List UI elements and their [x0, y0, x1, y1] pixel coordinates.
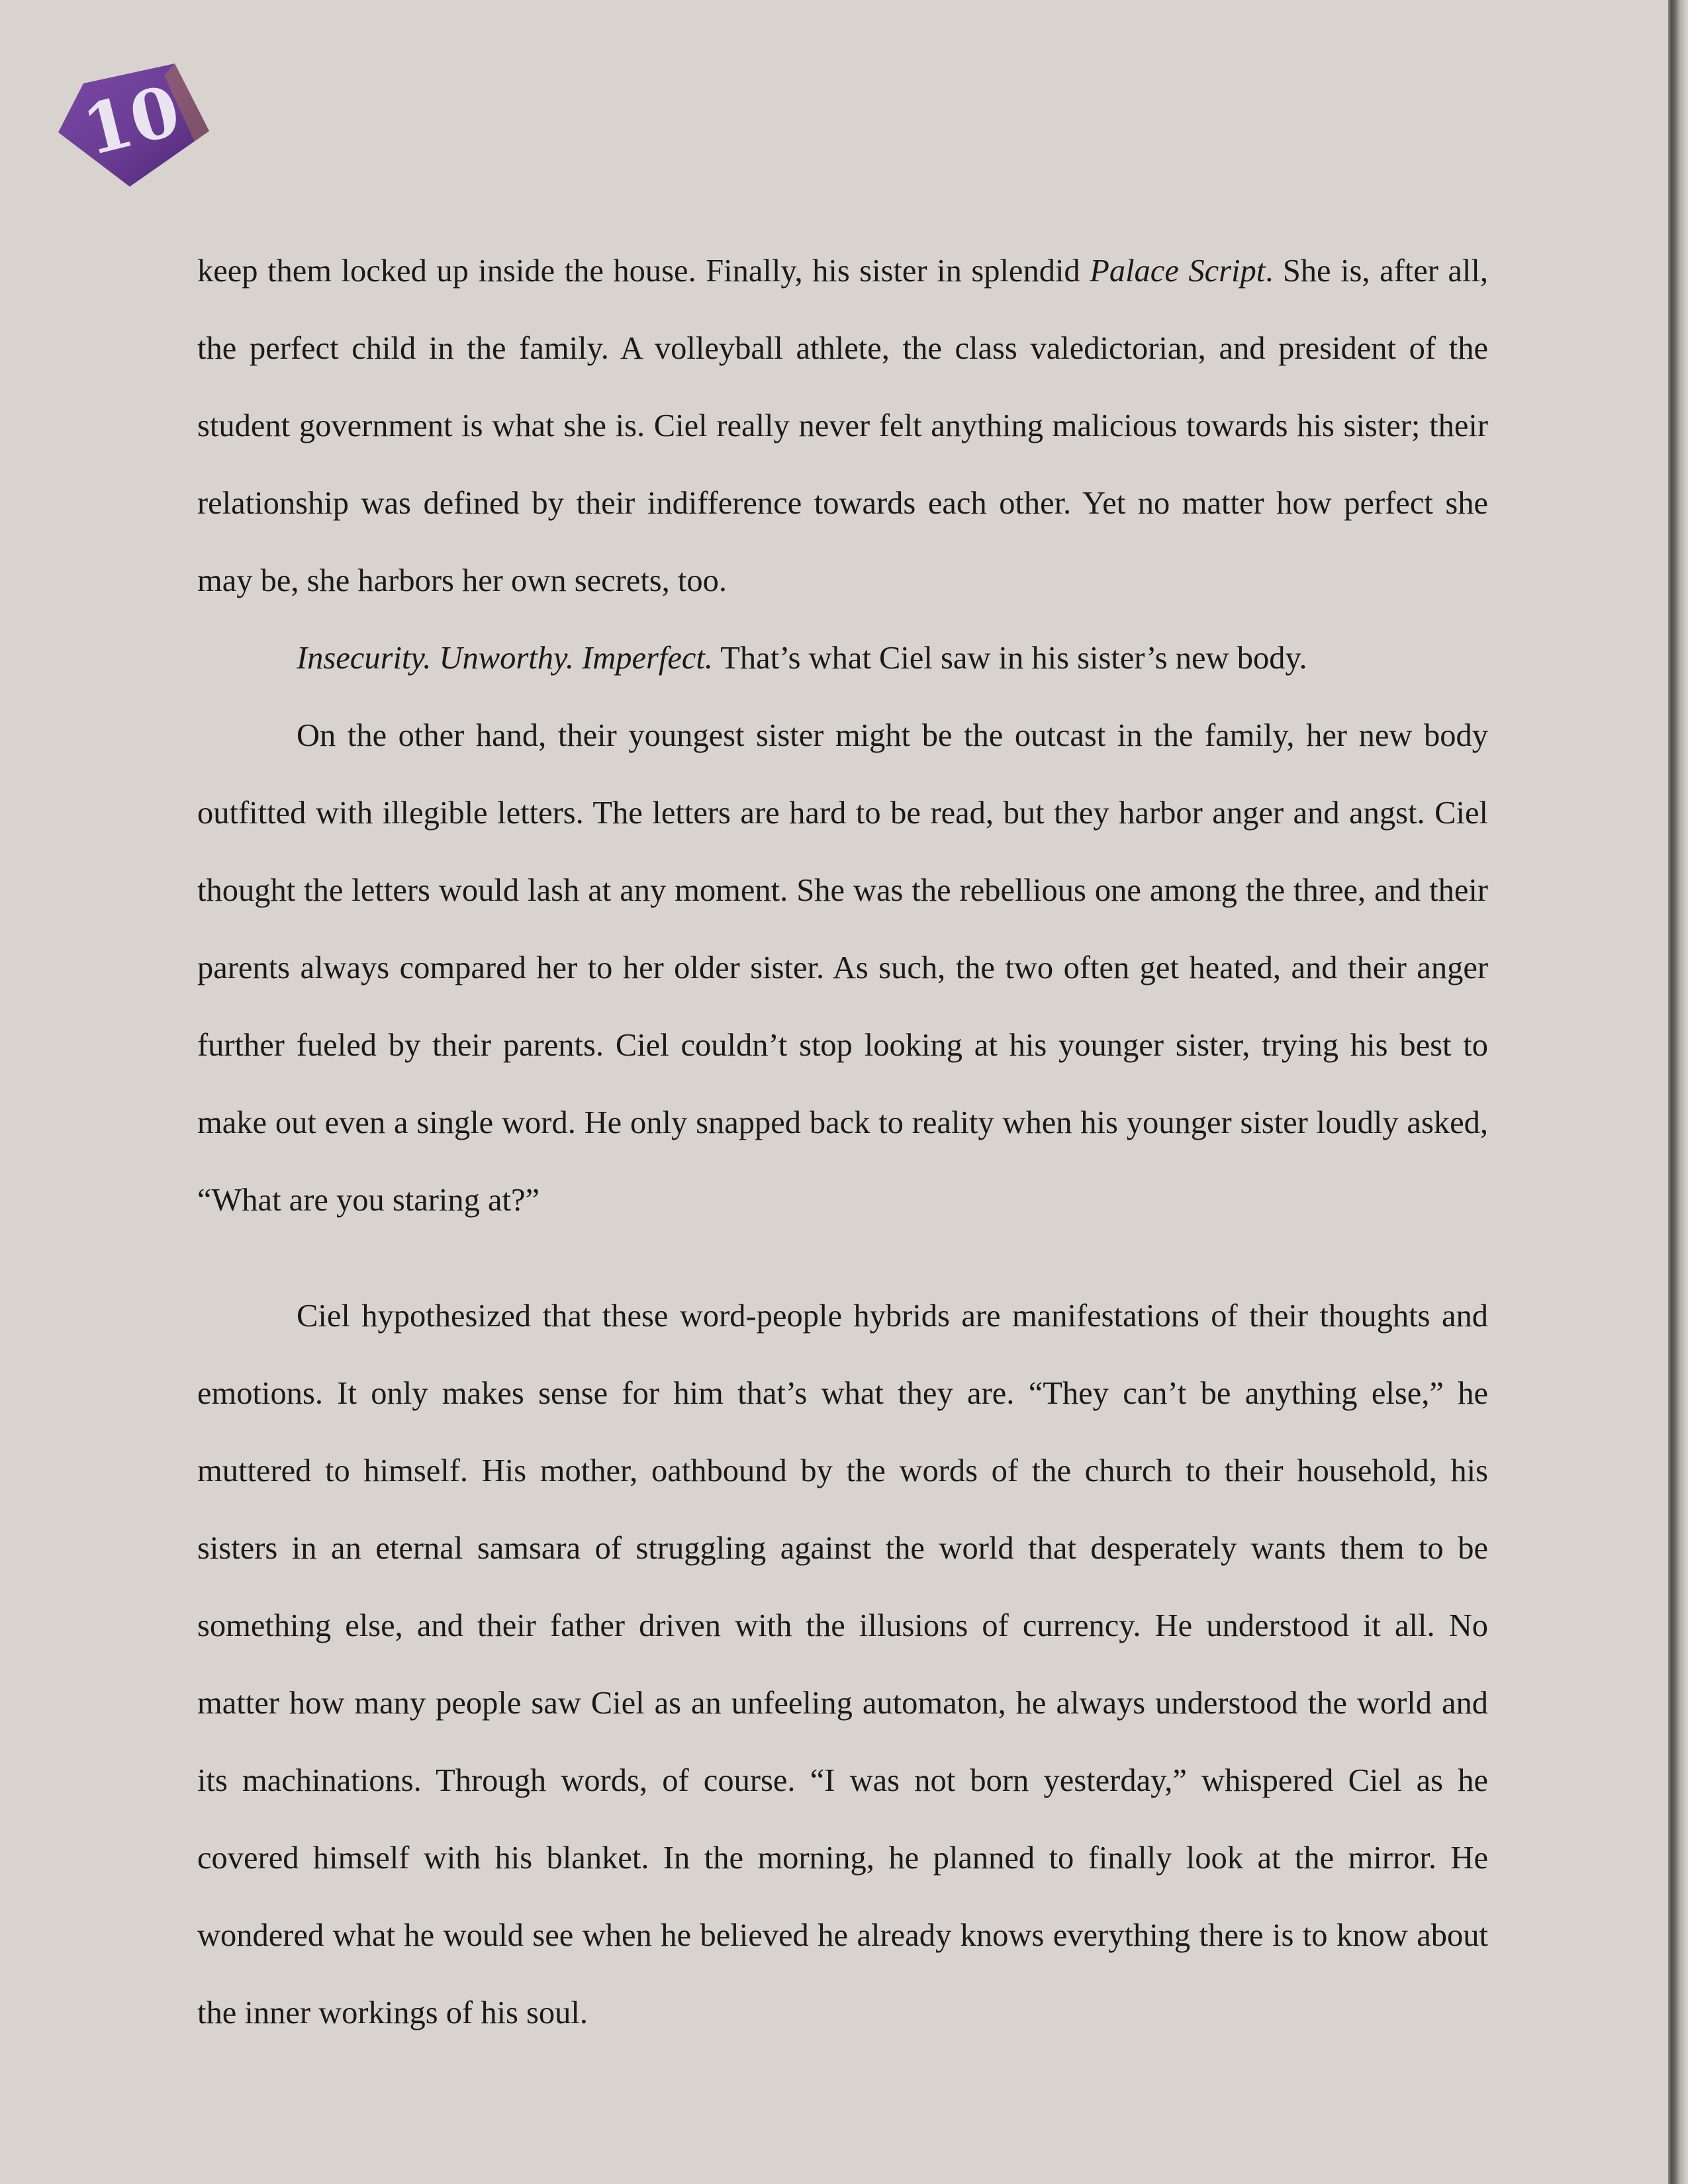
body-text [197, 232, 1488, 2052]
paragraph-text: keep them locked up inside the house. Finally, his sister in splendid [197, 253, 1090, 289]
paragraph [197, 232, 1488, 619]
page-edge [1668, 0, 1688, 2184]
paragraph-text: That’s what Ciel saw in his sister’s new body. [713, 641, 1307, 676]
paragraph [197, 619, 1488, 697]
italic-text: Insecurity. Unworthy. Imperfect. [297, 641, 714, 676]
paragraph: On the other hand, their youngest sister might be the outcast in the family, her new body outfitted with illegible letters. The letters are hard to be read, but they harbor anger and angst. Ciel thought the letters would lash at any moment. She was the rebellious one among the three, and their parents always compared her to her older sister. As such, the two often get heated, and their anger further fueled by their parents. Ciel couldn’t stop looking at his younger sister, trying his best to make out even a single word. He only snapped back to reality when his younger sister loudly asked, “What are you staring at?” [197, 718, 1488, 1218]
paragraph-text: . She is, after all, the perfect child in the family. A volleyball athlete, the class valedictorian, and president of the student government is what she is. Ciel really never felt anything malicious towards his sister; their relationship was defined by their indifference towards each other. Yet no matter how perfect she may be, she harbors her own secrets, too. [197, 253, 1488, 598]
paragraph: Ciel hypothesized that these word-people hybrids are manifestations of their thoughts and emotions. It only makes sense for him that’s what they are. “They can’t be anything else,” he muttered to himself. His mother, oathbound by the words of the church to their household, his sisters in an eternal samsara of struggling against the world that desperately wants them to be something else, and their father driven with the illusions of currency. He understood it all. No matter how many people saw Ciel as an unfeeling automaton, he always understood the world and its machinations. Through words, of course. “I was not born yesterday,” whispered Ciel as he covered himself with his blanket. In the morning, he planned to finally look at the mirror. He wondered what he would see when he believed he already knows everything there is to know about the inner workings of his soul. [197, 1298, 1488, 2030]
page-number-badge [58, 64, 212, 187]
italic-text: Palace Script [1090, 253, 1266, 289]
page-number: 10 [75, 69, 188, 172]
